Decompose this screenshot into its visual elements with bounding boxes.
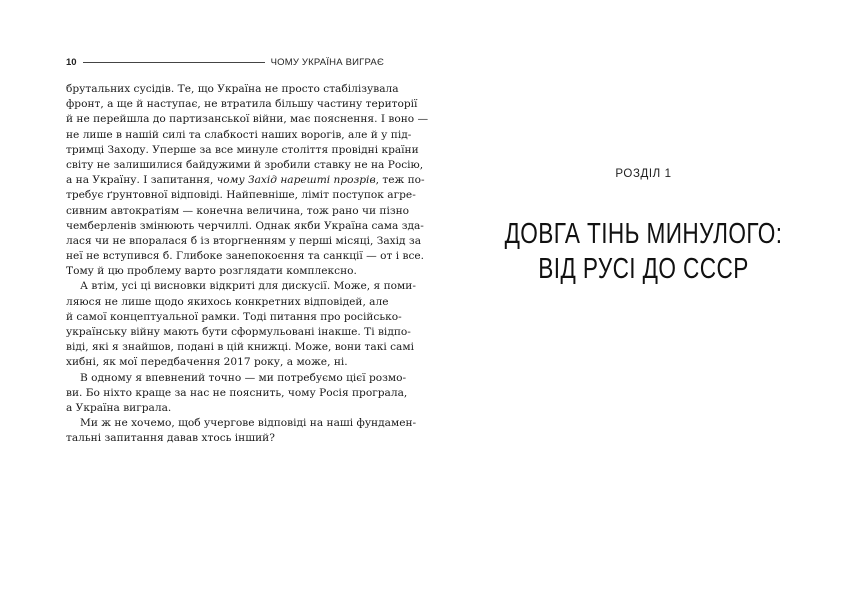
text-line: ви. Бо ніхто краще за нас не пояснить, чому Росія програла, [66, 386, 408, 399]
text-line: світу не залишилися байдужими й зробили ставку не на Росію, [66, 158, 424, 171]
text-line: неї не вступився б. Глибоке занепокоєння та санкції — от і все. [66, 250, 425, 263]
text-line: фронт, а ще й наступає, не втратила більшу частину території [66, 98, 418, 111]
header-rule [83, 62, 265, 63]
chapter-title [476, 217, 811, 287]
text-segment: , теж по- [375, 174, 425, 187]
text-line: брутальних сусідів. Те, що Україна не просто стабілізувала [66, 83, 399, 95]
body-text [66, 82, 429, 447]
text-line: тримці Заходу. Уперше за все минуле століття провідні країни [66, 143, 419, 156]
emphasis-text: чому Захід нарешті прозрів [216, 174, 376, 187]
text-line: Тому й цю проблему варто розглядати комплексно. [66, 265, 357, 278]
text-line: лася чи не впоралася б із вторгненням у перші місяці, Захід за [66, 234, 422, 247]
page-number: 10 [66, 56, 77, 68]
text-line: не лише в нашій силі та слабкості наших ворогів, але й у під- [66, 128, 412, 141]
text-line: чемберленів змінюють черчиллі. Однак якби Україна сама зда- [66, 219, 424, 232]
text-line: В одному я впевнений точно — ми потребуємо цієї розмо- [80, 371, 407, 384]
text-line: хибні, як мої передбачення 2017 року, а може, ні. [66, 356, 348, 369]
text-line: А втім, усі ці висновки відкриті для дискусії. Може, я поми- [80, 280, 416, 293]
right-page [429, 0, 858, 600]
text-line: ляюся не лише щодо якихось конкретних відповідей, але [66, 295, 389, 308]
text-line: тальні запитання давав хтось інший? [66, 432, 275, 445]
chapter-title-line: ДОВГА ТІНЬ МИНУЛОГО: [504, 218, 783, 250]
chapter-title-line: ВІД РУСІ ДО СССР [538, 253, 749, 285]
text-line: требує ґрунтовної відповіді. Найпевніше, ліміт поступок агре- [66, 189, 416, 202]
chapter-label: РОЗДІЛ 1 [615, 168, 672, 180]
text-line: й не перейшла до партизанської війни, має пояснення. І воно — [66, 113, 429, 126]
running-head [66, 55, 384, 69]
text-segment: а на Україну. І запитання, [66, 174, 217, 187]
running-title: ЧОМУ УКРАЇНА ВИГРАЄ [270, 56, 384, 68]
text-line: й самої концептуальної рамки. Тоді питання про російсько- [66, 310, 402, 323]
text-line: Ми ж не хочемо, щоб учергове відповіді на наші фундамен- [80, 417, 417, 430]
text-line: а Україна виграла. [66, 401, 172, 414]
text-line [66, 173, 425, 188]
text-line: українську війну мають бути сформульовані інакше. Ті відпо- [66, 326, 411, 338]
text-line: сивним автократіям — конечна величина, тож рано чи пізно [66, 204, 410, 217]
text-line: віді, які я знайшов, подані в цій книжці. Може, вони такі самі [66, 341, 414, 354]
